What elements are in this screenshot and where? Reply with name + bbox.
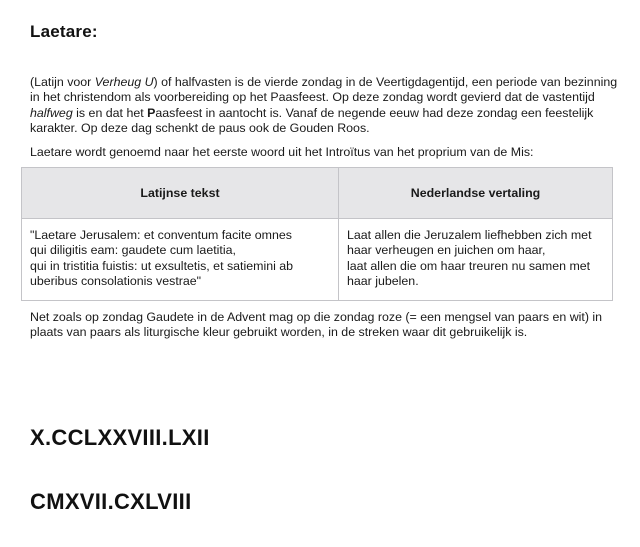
latin-line: "Laetare Jerusalem: et conventum facite omnes: [30, 228, 292, 242]
dutch-line: haar verheugen en juichen om haar,: [347, 243, 546, 258]
latin-line: qui diligitis eam: gaudete cum laetitia,: [30, 243, 236, 258]
intro-paasfeest-initial: P: [147, 105, 156, 120]
intro-paasfeest-rest: aasfeest in aantocht is. Vanaf de negende eeuw had deze zondag een feestelijk karakter. Op deze dag schenkt de paus ook de Gouden Roos.: [30, 105, 594, 136]
intro-halfweg: halfweg: [30, 105, 73, 120]
page-title: Laetare:: [30, 22, 98, 41]
latin-line: uberibus consolationis vestrae": [30, 274, 202, 289]
intro-open: (Latijn voor: [30, 75, 95, 89]
roman-code-2: CMXVII.CXLVIII: [30, 489, 192, 514]
intro-paragraph: [30, 75, 620, 137]
lead-paragraph: Laetare wordt genoemd naar het eerste woord uit het Introïtus van het proprium van de Mis:: [30, 145, 534, 159]
dutch-line: Laat allen die Jeruzalem liefhebben zich met: [347, 228, 592, 242]
intro-verheug-u: Verheug U: [94, 75, 154, 89]
dutch-line: laat allen die om haar treuren nu samen met: [347, 258, 591, 273]
introit-table: [21, 167, 613, 301]
latin-text-cell: [22, 219, 339, 301]
latin-line: qui in tristitia fuistis: ut exsultetis, et satiemini ab: [30, 258, 294, 273]
header-latin: Latijnse tekst: [22, 168, 339, 219]
intro-after-verheug: ) of halfvasten is de vierde zondag in de Veertigdagentijd, een periode van bezinning in het christendom als voorbereiding op het Paasfeest. Op deze zondag wordt gevierd dat de vastentijd: [30, 75, 618, 105]
dutch-line: haar jubelen.: [347, 274, 419, 289]
table-row: [22, 219, 613, 301]
roman-code-1: X.CCLXXVIII.LXII: [30, 425, 210, 450]
header-dutch: Nederlandse vertaling: [339, 168, 613, 219]
table-header-row: [22, 168, 613, 219]
intro-after-halfweg: is en dat het: [72, 105, 148, 120]
outro-paragraph: Net zoals op zondag Gaudete in de Advent mag op die zondag roze (= een mengsel van paars en wit) in plaats van paars als liturgische kleur gebruikt worden, in de streken waar dit gebruikelijk is.: [30, 310, 603, 340]
dutch-text-cell: [339, 219, 613, 301]
